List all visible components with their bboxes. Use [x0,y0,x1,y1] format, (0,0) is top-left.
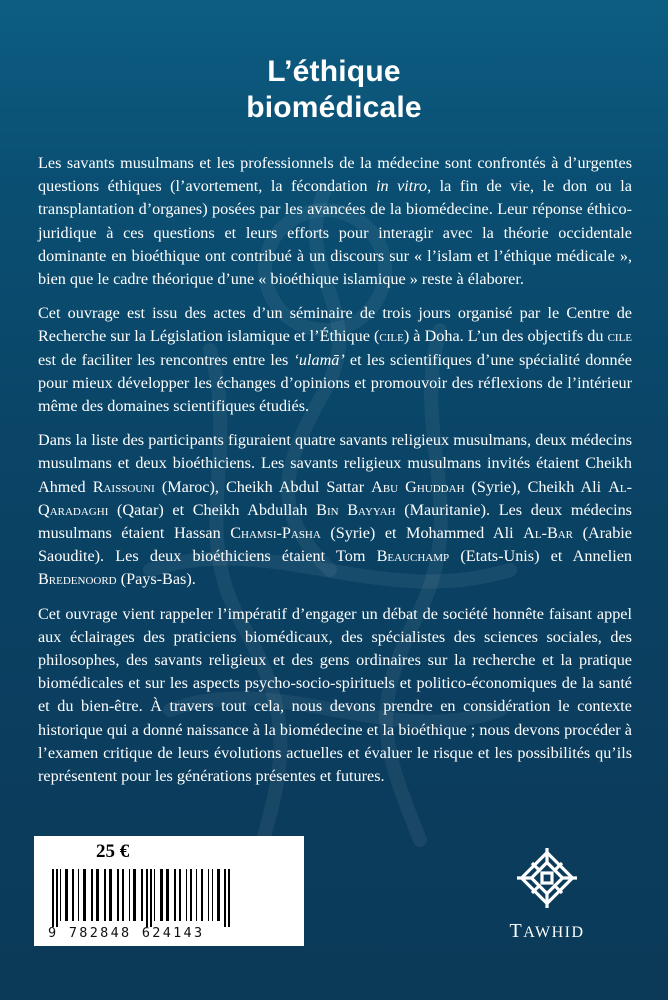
barcode-bar [224,869,226,927]
barcode-bar [196,869,197,921]
book-title [0,54,668,126]
title-line-2: biomédicale [246,91,422,124]
barcode-bar [96,869,99,921]
isbn-number: 9 782848 624143 [48,925,205,941]
barcode-bar [179,869,181,921]
barcode-bar [129,869,130,921]
barcode-bar [122,869,124,921]
paragraph-1: Les savants musulmans et les professionnels de la médecine sont confrontés à d’urgentes questions éthiques (l’avortement, la fécondation in vitro, la fin de vie, le don ou la transplantation d’organes) posées par les avancées de la biomédecine. Leur réponse éthico-juridique à ces questions et leurs efforts pour interagir avec la théorie occidentale dominante en bioéthique ont contribué à un discours sur « l’islam et l’éthique médicale », bien que le cadre théorique d’une « bioéthique islamique » reste à élaborer. [38,154,632,289]
barcode-bar [52,869,54,927]
tawhid-logo-icon [509,840,585,916]
barcode-bar [56,869,58,927]
blurb [38,152,632,799]
barcode-bar [146,869,148,927]
barcode-bar [154,869,155,921]
barcode-bar [83,869,86,921]
barcode-bar [190,869,192,921]
barcode-bar [166,869,169,921]
barcode-bar [150,869,152,927]
barcode-bar [117,869,119,921]
barcode-bar [174,869,176,921]
barcode-bar [65,869,68,921]
barcode-bar [201,869,203,921]
barcode-bar [228,869,230,927]
barcode-bar [160,869,163,921]
barcode-bar [217,869,220,921]
barcode-bar [212,869,213,921]
barcode-bar [60,869,61,921]
barcode-bar [141,869,143,921]
barcode-bar [91,869,93,921]
barcode-bar [186,869,187,921]
paragraph-2: Cet ouvrage est issu des actes d’un séminaire de trois jours organisé par le Centre de Recherche sur la Législation islamique et l’Éthique (cile) à Doha. L’un des objectifs du cile est de faciliter les rencontres entre les ‘ulamā’ et les scientifiques d’une spécialité donnée pour mieux développer les échanges d’opinions et promouvoir des réflexions de l’intérieur même des domaines scientifiques étudiés. [38,304,633,416]
title-line-1: L’éthique [267,55,401,88]
publisher-name: TAWHID [509,920,585,942]
barcode-bar [208,869,209,921]
paragraph-3: Dans la liste des participants figuraient quatre savants religieux musulmans, deux médecins musulmans et deux bioéthiciens. Les savants religieux musulmans invités étaient Cheikh Ahmed Raissouni (Maroc), Cheikh Abdul Sattar Abu Ghuddah (Syrie), Cheikh Ali Al-Qaradaghi (Qatar) et Cheikh Abdullah Bin Bayyah (Mauritanie). Les deux médecins musulmans étaient Hassan Chamsi-Pasha (Syrie) et Mohammed Ali Al-Bar (Arabie Saoudite). Les deux bioéthiciens étaient Tom Beauchamp (Etats-Unis) et Annelien Bredenoord (Pays-Bas). [38,431,632,589]
barcode-label [34,836,304,946]
price: 25 € [96,841,130,862]
paragraph-4: Cet ouvrage vient rappeler l’impératif d’engager un débat de société honnête faisant appel aux éclairages des praticiens biomédicaux, des spécialistes des sciences sociales, des philosophes, des savants religieux et des gens ordinaires sur la recherche et la pratique biomédicales et sur les aspects psycho-socio-spirituels et politico-économiques de la santé et du bien-être. À travers tout cela, nous devons prendre en considération le contexte historique qui a donné naissance à la biomédecine et la bioéthique ; nous devons procéder à l’examen critique de leurs évolutions actuelles et évaluer le risque et les possibilités qu’ils représentent pour les générations présentes et futures. [38,604,632,786]
barcode-bar [109,869,112,921]
barcode-bar [78,869,79,921]
barcode-icon [50,869,298,927]
barcode-bar [104,869,106,921]
barcode-bar [133,869,136,921]
barcode-bar [72,869,74,921]
